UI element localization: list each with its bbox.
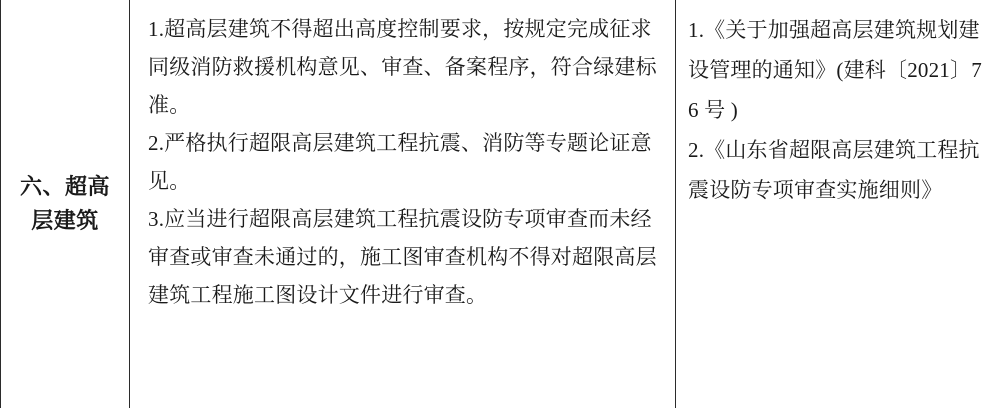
content-paragraph-1: 1.超高层建筑不得超出高度控制要求，按规定完成征求同级消防救援机构意见、审查、备案程序，符合绿建标准。 bbox=[148, 17, 657, 117]
basis-paragraph-1: 1.《关于加强超高层建筑规划建设管理的通知》(建科〔2021〕76 号 ) bbox=[688, 18, 982, 122]
basis-block bbox=[676, 0, 1000, 220]
table-cell-basis bbox=[676, 0, 1000, 408]
category-label: 六、超高层建筑 bbox=[19, 174, 110, 233]
table-row bbox=[1, 0, 1000, 408]
content-paragraph-2: 2.严格执行超限高层建筑工程抗震、消防等专题论证意见。 bbox=[148, 131, 652, 193]
content-paragraph-3: 3.应当进行超限高层建筑工程抗震设防专项审查而未经审查或审查未通过的，施工图审查机构不得对超限高层建筑工程施工图设计文件进行审查。 bbox=[148, 207, 657, 307]
content-block bbox=[130, 0, 675, 324]
table-cell-category bbox=[1, 0, 130, 408]
basis-paragraph-2: 2.《山东省超限高层建筑工程抗震设防专项审查实施细则》 bbox=[688, 138, 980, 202]
table-cell-content bbox=[130, 0, 676, 408]
